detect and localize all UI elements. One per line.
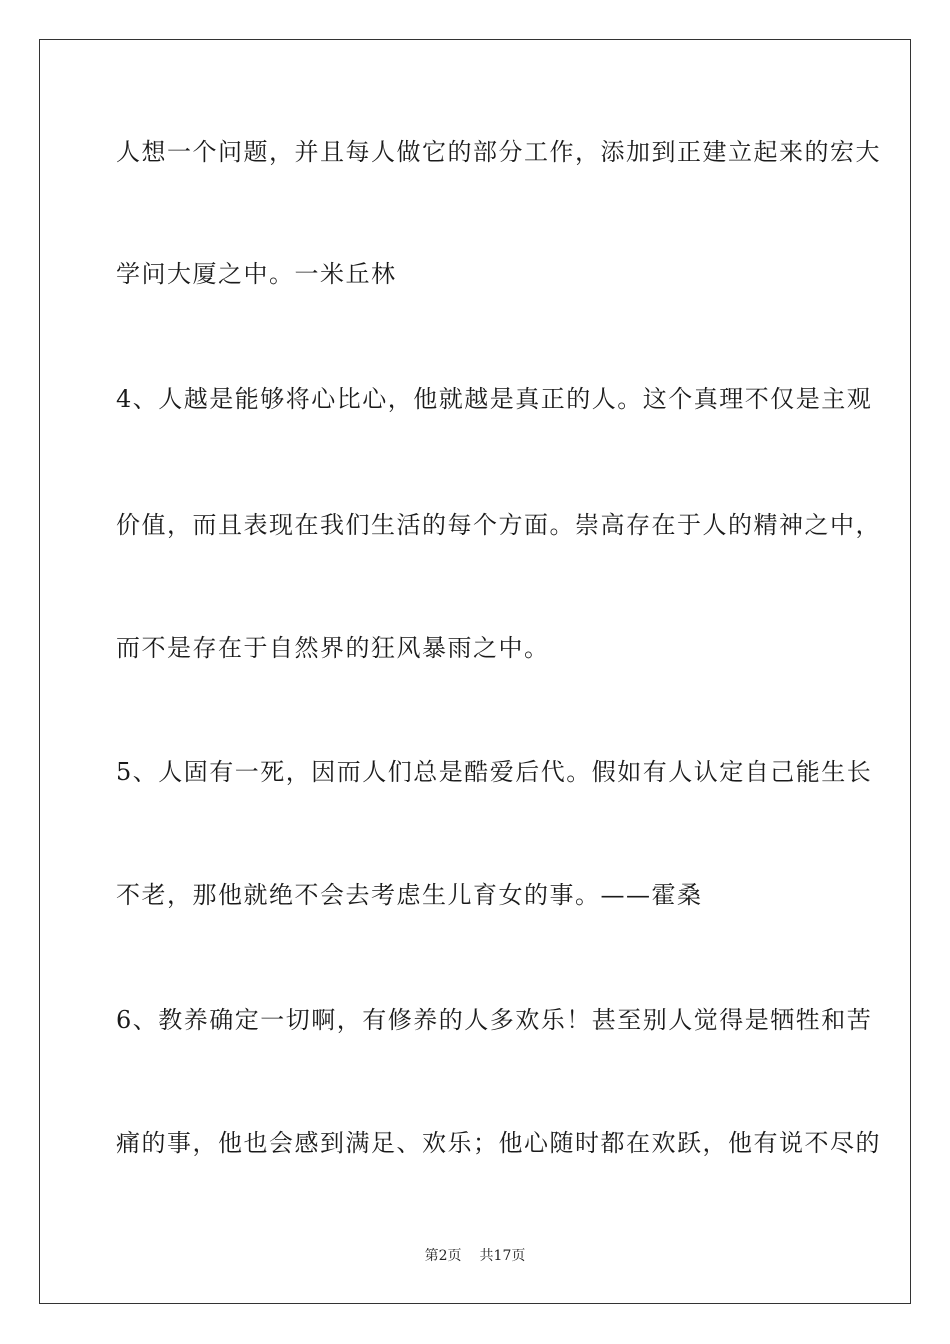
body-text-line: 人想一个问题，并且每人做它的部分工作，添加到正建立起来的宏大 (116, 138, 881, 166)
body-text-line: 痛的事，他也会感到满足、欢乐；他心随时都在欢跃，他有说不尽的 (116, 1129, 881, 1157)
body-text-line: 6、教养确定一切啊，有修养的人多欢乐！甚至别人觉得是牺牲和苦 (116, 1006, 873, 1034)
page-total: 共17页 (479, 1248, 526, 1264)
page-number: 第2页 (424, 1248, 462, 1264)
page-footer (0, 1247, 950, 1265)
body-text-line: 不老，那他就绝不会去考虑生儿育女的事。——霍桑 (116, 881, 703, 909)
body-text-line: 4、人越是能够将心比心，他就越是真正的人。这个真理不仅是主观 (116, 385, 873, 413)
page-frame (39, 39, 911, 1304)
body-text-line: 5、人固有一死，因而人们总是酷爱后代。假如有人认定自己能生长 (116, 758, 873, 786)
body-text-line: 价值，而且表现在我们生活的每个方面。崇高存在于人的精神之中， (116, 511, 881, 539)
body-text-line: 学问大厦之中。一米丘林 (116, 260, 397, 288)
body-text-line: 而不是存在于自然界的狂风暴雨之中。 (116, 634, 550, 662)
